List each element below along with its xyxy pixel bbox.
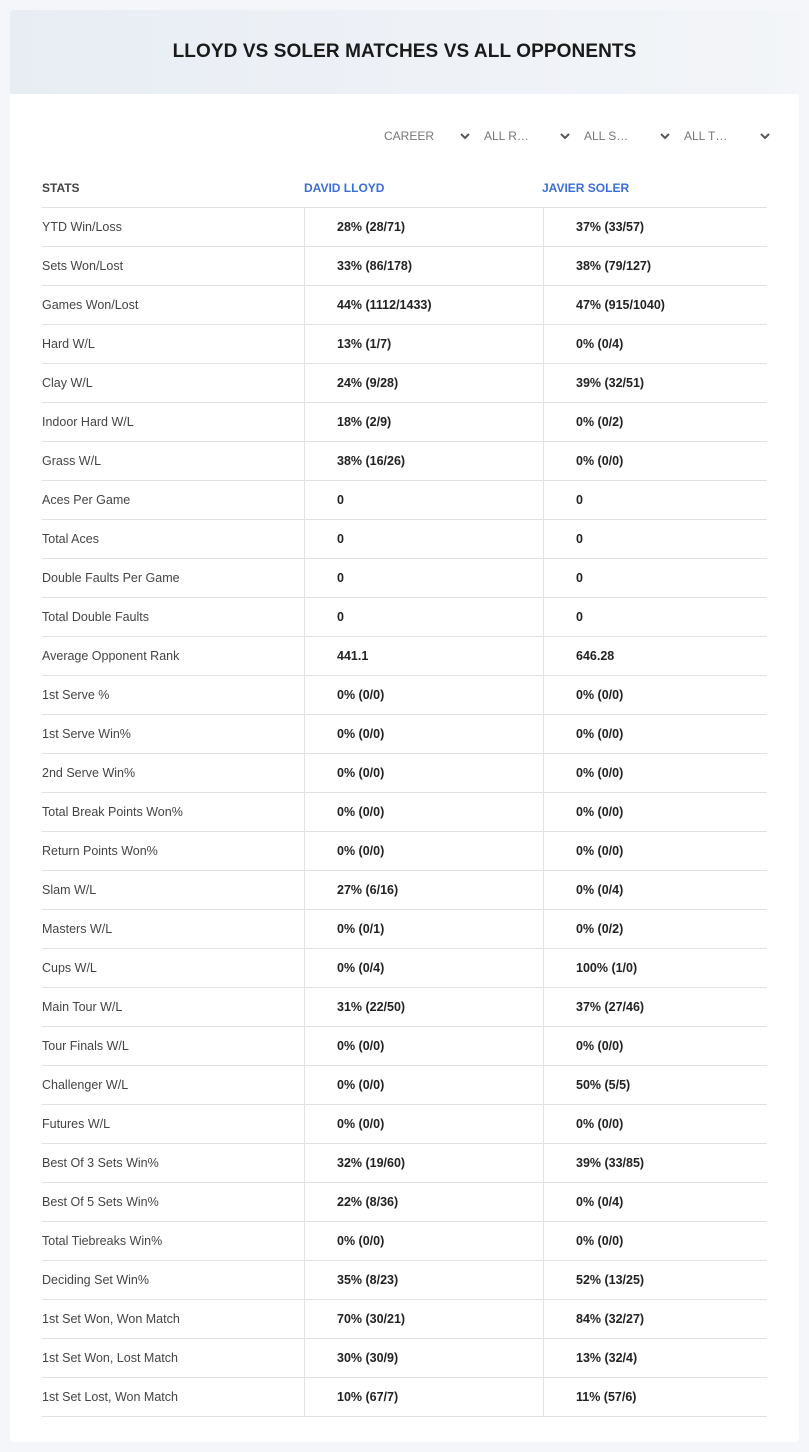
table-row (42, 715, 767, 754)
stat-label: Clay W/L (42, 376, 93, 390)
table-row (42, 1222, 767, 1261)
player1-stat-value: 0% (0/1) (304, 910, 543, 948)
player1-stat-value: 35% (8/23) (304, 1261, 543, 1299)
player1-stat-value: 28% (28/71) (304, 208, 543, 246)
table-row (42, 871, 767, 910)
stat-label: Best Of 5 Sets Win% (42, 1195, 159, 1209)
chevron-down-icon (460, 133, 470, 140)
stat-label: Aces Per Game (42, 493, 131, 507)
table-header-row (42, 168, 767, 208)
player1-stat-value: 0% (0/0) (304, 1222, 543, 1260)
player2-stat-value: 0% (0/0) (543, 1027, 767, 1065)
player2-stat-value: 0% (0/4) (543, 325, 767, 363)
table-row (42, 793, 767, 832)
table-row (42, 988, 767, 1027)
table-row (42, 1066, 767, 1105)
stat-label: Grass W/L (42, 454, 102, 468)
page-title: LLOYD VS SOLER MATCHES VS ALL OPPONENTS (172, 41, 637, 62)
player1-stat-value: 10% (67/7) (304, 1378, 543, 1416)
player2-stat-value: 50% (5/5) (543, 1066, 767, 1104)
player1-stat-value: 38% (16/26) (304, 442, 543, 480)
table-row (42, 910, 767, 949)
table-row (42, 442, 767, 481)
filter-surface-select[interactable] (584, 124, 684, 148)
player1-stat-value: 24% (9/28) (304, 364, 543, 402)
stat-label: 2nd Serve Win% (42, 766, 136, 780)
stat-label: Return Points Won% (42, 844, 158, 858)
stat-label: Futures W/L (42, 1117, 111, 1131)
table-row (42, 520, 767, 559)
filter-bar (384, 124, 784, 148)
player1-stat-value: 0 (304, 598, 543, 636)
stat-label: Sets Won/Lost (42, 259, 124, 273)
player2-stat-value: 0% (0/2) (543, 403, 767, 441)
stat-label: Challenger W/L (42, 1078, 129, 1092)
player1-stat-value: 0% (0/4) (304, 949, 543, 987)
player1-stat-value: 0 (304, 520, 543, 558)
player1-stat-value: 22% (8/36) (304, 1183, 543, 1221)
player2-stat-value: 13% (32/4) (543, 1339, 767, 1377)
player1-stat-value: 13% (1/7) (304, 325, 543, 363)
player2-stat-value: 0% (0/0) (543, 1105, 767, 1143)
table-row (42, 1261, 767, 1300)
table-row (42, 754, 767, 793)
player2-stat-value: 39% (33/85) (543, 1144, 767, 1182)
player1-stat-value: 0% (0/0) (304, 1066, 543, 1104)
table-row (42, 1300, 767, 1339)
player1-stat-value: 0% (0/0) (304, 1027, 543, 1065)
stat-label: Total Break Points Won% (42, 805, 183, 819)
table-row (42, 286, 767, 325)
table-row (42, 1183, 767, 1222)
stat-label: Total Tiebreaks Win% (42, 1234, 163, 1248)
player2-stat-value: 100% (1/0) (543, 949, 767, 987)
filter-period-select[interactable] (384, 124, 484, 148)
table-row (42, 1144, 767, 1183)
table-row (42, 1339, 767, 1378)
player1-stat-value: 32% (19/60) (304, 1144, 543, 1182)
player1-stat-value: 0 (304, 481, 543, 519)
table-row (42, 403, 767, 442)
table-row (42, 1378, 767, 1417)
table-row (42, 1027, 767, 1066)
player2-stat-value: 0% (0/4) (543, 871, 767, 909)
player1-stat-value: 0% (0/0) (304, 793, 543, 831)
stat-label: Best Of 3 Sets Win% (42, 1156, 159, 1170)
player2-stat-value: 84% (32/27) (543, 1300, 767, 1338)
table-row (42, 637, 767, 676)
player2-stat-value: 0 (543, 520, 767, 558)
player1-stat-value: 441.1 (304, 637, 543, 675)
player1-stat-value: 0% (0/0) (304, 754, 543, 792)
filter-period-value: CAREER (384, 129, 435, 143)
table-row (42, 598, 767, 637)
table-row (42, 364, 767, 403)
player2-stat-value: 0% (0/0) (543, 754, 767, 792)
filter-round-value: ALL R… (484, 129, 529, 143)
table-row (42, 1105, 767, 1144)
player2-stat-value: 0 (543, 559, 767, 597)
player2-stat-value: 11% (57/6) (543, 1378, 767, 1416)
table-row (42, 949, 767, 988)
stat-label: Tour Finals W/L (42, 1039, 129, 1053)
stats-table-body (42, 208, 767, 1417)
player2-stat-value: 37% (27/46) (543, 988, 767, 1026)
player2-stat-value: 47% (915/1040) (543, 286, 767, 324)
column-header-stats: STATS (42, 180, 80, 195)
player2-stat-value: 0% (0/0) (543, 676, 767, 714)
player2-stat-value: 0% (0/0) (543, 442, 767, 480)
player1-stat-value: 0% (0/0) (304, 715, 543, 753)
player2-stat-value: 0 (543, 598, 767, 636)
player2-stat-value: 0% (0/0) (543, 832, 767, 870)
table-row (42, 559, 767, 598)
player2-stat-value: 0% (0/0) (543, 1222, 767, 1260)
player1-stat-value: 0 (304, 559, 543, 597)
stat-label: Average Opponent Rank (42, 649, 180, 663)
stat-label: Masters W/L (42, 922, 113, 936)
stat-label: 1st Serve Win% (42, 727, 131, 741)
stat-label: Total Double Faults (42, 610, 150, 624)
filter-round-select[interactable] (484, 124, 584, 148)
player1-stat-value: 31% (22/50) (304, 988, 543, 1026)
chevron-down-icon (660, 133, 670, 140)
player1-stat-value: 18% (2/9) (304, 403, 543, 441)
player2-stat-value: 0% (0/0) (543, 793, 767, 831)
stat-label: 1st Set Won, Won Match (42, 1312, 180, 1326)
player2-stat-value: 0% (0/4) (543, 1183, 767, 1221)
player1-stat-value: 0% (0/0) (304, 1105, 543, 1143)
table-row (42, 247, 767, 286)
stat-label: Hard W/L (42, 337, 95, 351)
player1-stat-value: 0% (0/0) (304, 676, 543, 714)
stat-label: Indoor Hard W/L (42, 415, 134, 429)
player2-stat-value: 0% (0/0) (543, 715, 767, 753)
player2-stat-value: 39% (32/51) (543, 364, 767, 402)
filter-tournament-select[interactable] (684, 124, 784, 148)
player1-stat-value: 30% (30/9) (304, 1339, 543, 1377)
column-header-player2-link[interactable]: JAVIER SOLER (542, 180, 630, 195)
player1-stat-value: 33% (86/178) (304, 247, 543, 285)
player2-stat-value: 38% (79/127) (543, 247, 767, 285)
stat-label: Double Faults Per Game (42, 571, 180, 585)
table-row (42, 481, 767, 520)
stat-label: Main Tour W/L (42, 1000, 123, 1014)
chevron-down-icon (760, 133, 770, 140)
table-row (42, 208, 767, 247)
stat-label: Slam W/L (42, 883, 97, 897)
stats-card (10, 10, 799, 1442)
stat-label: Deciding Set Win% (42, 1273, 149, 1287)
card-header (10, 10, 799, 94)
stat-label: 1st Set Lost, Won Match (42, 1390, 178, 1404)
stat-label: 1st Serve % (42, 688, 110, 702)
player1-stat-value: 0% (0/0) (304, 832, 543, 870)
player2-stat-value: 646.28 (543, 637, 767, 675)
table-row (42, 676, 767, 715)
column-header-player1-link[interactable]: DAVID LLOYD (304, 180, 385, 195)
player2-stat-value: 0% (0/2) (543, 910, 767, 948)
player1-stat-value: 27% (6/16) (304, 871, 543, 909)
player2-stat-value: 52% (13/25) (543, 1261, 767, 1299)
filter-tournament-value: ALL T… (684, 129, 728, 143)
player2-stat-value: 37% (33/57) (543, 208, 767, 246)
chevron-down-icon (560, 133, 570, 140)
stat-label: YTD Win/Loss (42, 220, 122, 234)
stat-label: Total Aces (42, 532, 99, 546)
stat-label: Cups W/L (42, 961, 97, 975)
table-row (42, 832, 767, 871)
player1-stat-value: 70% (30/21) (304, 1300, 543, 1338)
player2-stat-value: 0 (543, 481, 767, 519)
stat-label: 1st Set Won, Lost Match (42, 1351, 178, 1365)
table-row (42, 325, 767, 364)
filter-surface-value: ALL S… (584, 129, 629, 143)
stat-label: Games Won/Lost (42, 298, 139, 312)
player1-stat-value: 44% (1112/1433) (304, 286, 543, 324)
